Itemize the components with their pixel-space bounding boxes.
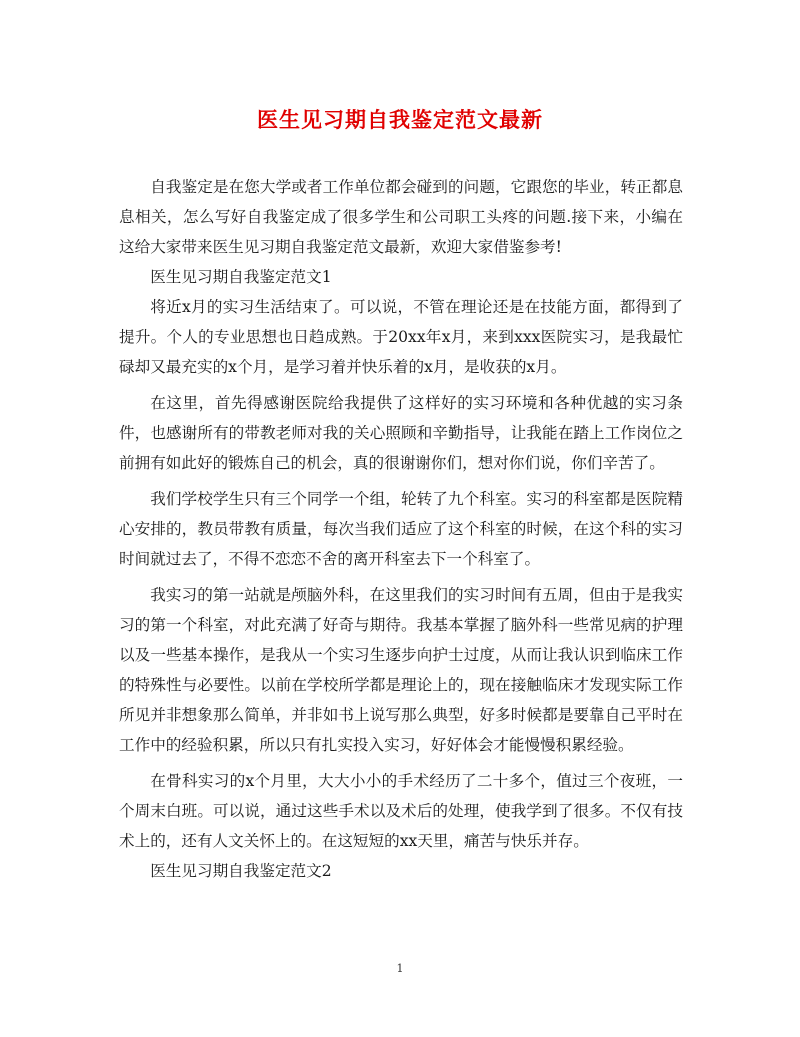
- body-paragraph: 将近x月的实习生活结束了。可以说，不管在理论还是在技能方面，都得到了提升。个人的专业思想也日趋成熟。于20xx年x月，来到xxx医院实习，是我最忙碌却又最充实的x个月，是学习着并快乐着的x月，是收获的x月。: [119, 298, 683, 376]
- document-title: 医生见习期自我鉴定范文最新: [257, 107, 543, 132]
- page-number: 1: [396, 962, 404, 975]
- body-paragraph: 我们学校学生只有三个同学一个组，轮转了九个科室。实习的科室都是医院精心安排的，教员带教有质量，每次当我们适应了这个科室的时候，在这个科的实习时间就过去了，不得不恋恋不舍的离开科室去下一个科室了。: [119, 490, 683, 568]
- section-heading-2: 医生见习期自我鉴定范文2: [150, 862, 332, 880]
- body-paragraph: 我实习的第一站就是颅脑外科，在这里我们的实习时间有五周，但由于是我实习的第一个科室，对此充满了好奇与期待。我基本掌握了脑外科一些常见病的护理以及一些基本操作，是我从一个实习生逐步向护士过度，从而让我认识到临床工作的特殊性与必要性。以前在学校所学都是理论上的，现在接触临床才发现实际工作所见并非想象那么简单，并非如书上说写那么典型，好多时候都是要靠自己平时在工作中的经验积累，所以只有扎实投入实习，好好体会才能慢慢积累经验。: [119, 586, 683, 754]
- body-paragraph: 在骨科实习的x个月里，大大小小的手术经历了二十多个，值过三个夜班，一个周末白班。可以说，通过这些手术以及术后的处理，使我学到了很多。不仅有技术上的，还有人文关怀上的。在这短短的xx天里，痛苦与快乐并存。: [119, 772, 683, 850]
- intro-paragraph: 自我鉴定是在您大学或者工作单位都会碰到的问题，它跟您的毕业，转正都息息相关，怎么写好自我鉴定成了很多学生和公司职工头疼的问题.接下来，小编在这给大家带来医生见习期自我鉴定范文最新，欢迎大家借鉴参考!: [119, 178, 683, 256]
- body-paragraph: 在这里，首先得感谢医院给我提供了这样好的实习环境和各种优越的实习条件，也感谢所有的带教老师对我的关心照顾和辛勤指导，让我能在踏上工作岗位之前拥有如此好的锻炼自己的机会，真的很谢谢你们，想对你们说，你们辛苦了。: [119, 394, 683, 472]
- section-heading-1: 医生见习期自我鉴定范文1: [150, 268, 332, 286]
- document-body: [119, 172, 683, 886]
